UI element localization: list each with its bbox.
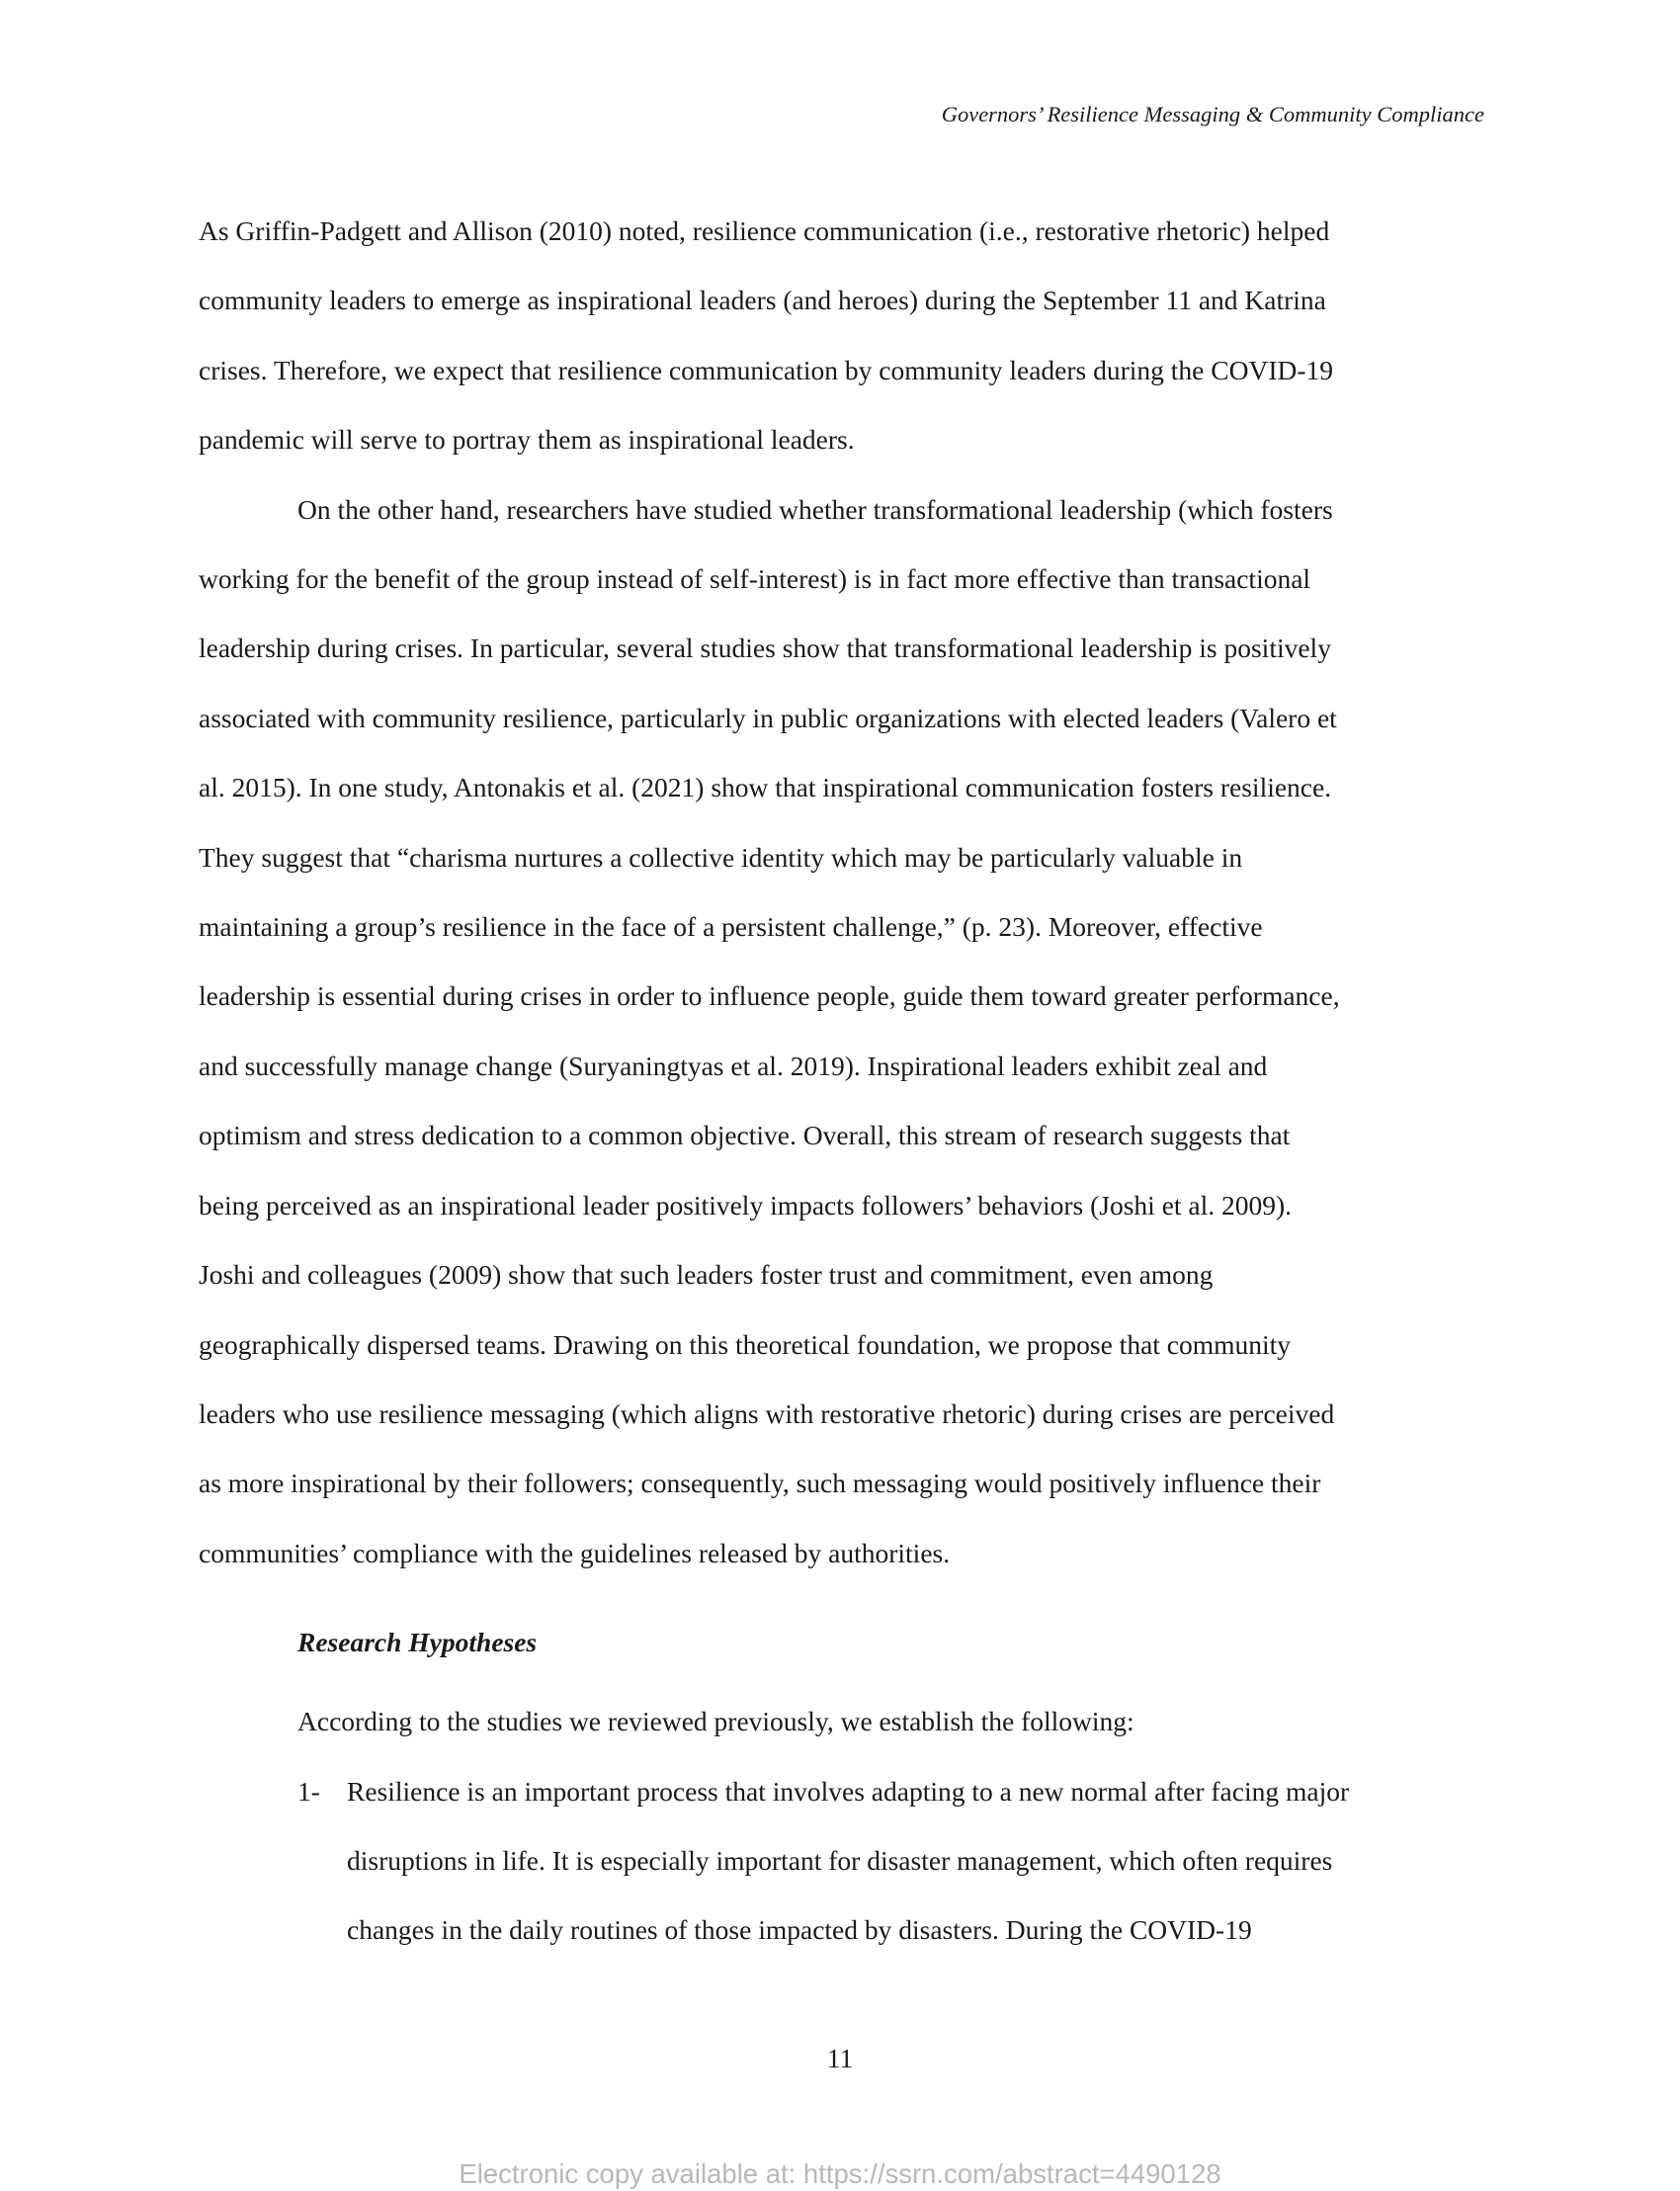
running-head: Governors’ Resilience Messaging & Community Compliance [941,102,1484,126]
text-line: Resilience is an important process that involves adapting to a new normal after facing major [347,1775,1350,1807]
text-line: disruptions in life. It is especially important for disaster management, which often requires [347,1844,1333,1876]
paragraph-1 [199,197,1483,475]
list-number: 1- [297,1775,320,1807]
text-line: community leaders to emerge as inspirational leaders (and heroes) during the September 11 and Katrina [199,285,1326,316]
text-line: crises. Therefore, we expect that resilience communication by community leaders during the COVID-19 [199,354,1334,385]
text-line: maintaining a group’s resilience in the face of a persistent challenge,” (p. 23). Moreover, effective [199,911,1263,943]
text-line: leadership during crises. In particular, several studies show that transformational leadership is positively [199,632,1331,664]
text-line: geographically dispersed teams. Drawing on this theoretical foundation, we propose that community [199,1328,1292,1360]
text-line: optimism and stress dedication to a common objective. Overall, this stream of research suggests that [199,1120,1291,1151]
list-item [199,1757,1483,1966]
text-line: leadership is essential during crises in order to influence people, guide them toward greater performance, [199,980,1340,1012]
text-line: as more inspirational by their followers; consequently, such messaging would positively influence their [199,1468,1321,1499]
text-line: changes in the daily routines of those impacted by disasters. During the COVID-19 [347,1914,1252,1946]
text-line: On the other hand, researchers have studied whether transformational leadership (which fosters [297,493,1333,525]
text-line: al. 2015). In one study, Antonakis et al. (2021) show that inspirational communication fosters resilience. [199,772,1332,803]
page-number: 11 [826,2043,854,2073]
paragraph-2 [199,475,1483,1589]
text-line: communities’ compliance with the guidelines released by authorities. [199,1537,951,1568]
text-line: associated with community resilience, particularly in public organizations with elected leaders (Valero et [199,702,1337,733]
text-line: pandemic will serve to portray them as inspirational leaders. [199,424,855,456]
text-line: Joshi and colleagues (2009) show that such leaders foster trust and commitment, even among [199,1259,1214,1291]
text-line: leaders who use resilience messaging (which aligns with restorative rhetoric) during crises are perceived [199,1397,1335,1429]
text-line: being perceived as an inspirational leader positively impacts followers’ behaviors (Joshi et al. 2009). [199,1189,1293,1221]
text-line: They suggest that “charisma nurtures a collective identity which may be particularly valuable in [199,841,1243,873]
body-text [199,197,1483,1966]
hypothesis-list [199,1757,1483,1966]
footer-notice: Electronic copy available at: https://ssrn.com/abstract=4490128 [459,2158,1221,2189]
intro-line: According to the studies we reviewed previously, we establish the following: [297,1706,1134,1737]
text-line: As Griffin-Padgett and Allison (2010) noted, resilience communication (i.e., restorative rhetoric) helped [199,215,1330,246]
text-line: and successfully manage change (Suryaningtyas et al. 2019). Inspirational leaders exhibit zeal and [199,1050,1268,1081]
section-heading: Research Hypotheses [297,1627,538,1658]
text-line: working for the benefit of the group instead of self-interest) is in fact more effective than transactional [199,563,1311,595]
